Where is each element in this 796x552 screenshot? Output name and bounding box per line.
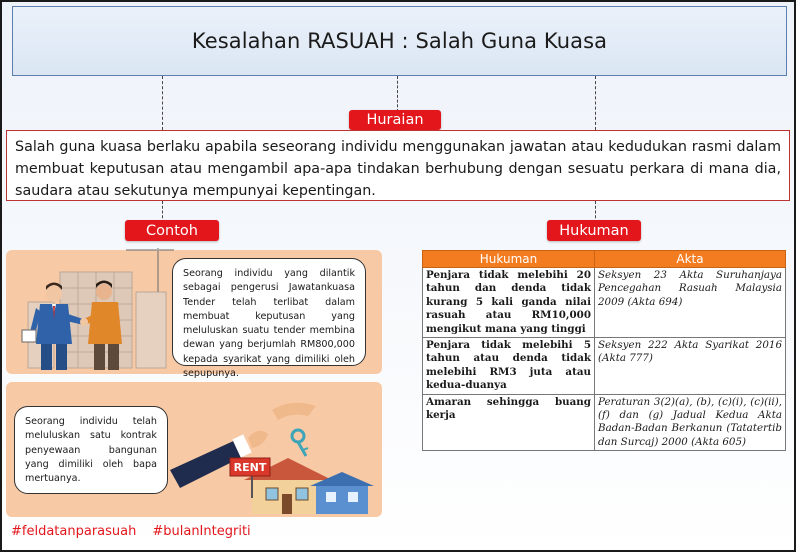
huraian-text: Salah guna kuasa berlaku apabila seseorang individu menggunakan jawatan atau kedudukan rasmi dalam membuat keputusan atau mengambil apa-apa tindakan berhubung dengan sesuatu perkara di mana dia, saudara atau sekutunya mempunyai kepentingan. bbox=[6, 130, 790, 201]
connector-line bbox=[162, 76, 163, 130]
handshake-illustration bbox=[8, 242, 176, 376]
hukuman-table bbox=[422, 250, 786, 451]
akta-cell: Seksyen 222 Akta Syarikat 2016 (Akta 777) bbox=[595, 338, 786, 395]
example-text-1: Seorang individu yang dilantik sebagai pengerusi Jawatankuasa Tender telah terlibat dalam membuat keputusan yang meluluskan suatu tender membina dewan yang berjumlah RM800,000 kepada syarikat yang dimiliki oleh sepupunya. bbox=[172, 258, 366, 366]
hashtag: #feldatanparasuah bbox=[11, 524, 137, 539]
hukuman-cell: Penjara tidak melebihi 20 tahun dan denda tidak kurang 5 kali ganda nilai rasuah atau RM10,000 mengikut mana yang tinggi bbox=[423, 268, 595, 338]
key-icon bbox=[292, 430, 308, 456]
akta-cell: Peraturan 3(2)(a), (b), (c)(i), (c)(ii), (f) dan (g) Jadual Kedua Akta Badan-Badan Berkanun (Tatatertib dan Surcaj) 2000 (Akta 605) bbox=[595, 394, 786, 451]
table-row bbox=[423, 394, 786, 451]
table-header-row bbox=[423, 251, 786, 268]
connector-line bbox=[397, 76, 398, 112]
hukuman-cell: Penjara tidak melebihi 5 tahun atau denda tidak melebihi RM3 juta atau kedua-duanya bbox=[423, 338, 595, 395]
akta-cell: Seksyen 23 Akta Suruhanjaya Pencegahan Rasuah Malaysia 2009 (Akta 694) bbox=[595, 268, 786, 338]
hukuman-cell: Amaran sehingga buang kerja bbox=[423, 394, 595, 451]
column-header: Hukuman bbox=[423, 251, 595, 268]
hashtags bbox=[11, 524, 251, 539]
title-banner bbox=[12, 6, 787, 76]
page-title: Kesalahan RASUAH : Salah Guna Kuasa bbox=[191, 29, 608, 53]
example-text-2: Seorang individu telah meluluskan satu kontrak penyewaan bangunan yang dimiliki oleh bapa mertuanya. bbox=[14, 406, 168, 494]
table-row bbox=[423, 338, 786, 395]
column-header: Akta bbox=[595, 251, 786, 268]
hashtag: #bulanIntegriti bbox=[152, 524, 251, 539]
contoh-label: Contoh bbox=[125, 220, 219, 241]
connector-line bbox=[595, 76, 596, 130]
rent-house-illustration bbox=[170, 388, 380, 516]
hukuman-label: Hukuman bbox=[547, 220, 641, 241]
table-row bbox=[423, 268, 786, 338]
huraian-label: Huraian bbox=[349, 110, 441, 130]
rent-sign-text: RENT bbox=[233, 461, 267, 474]
